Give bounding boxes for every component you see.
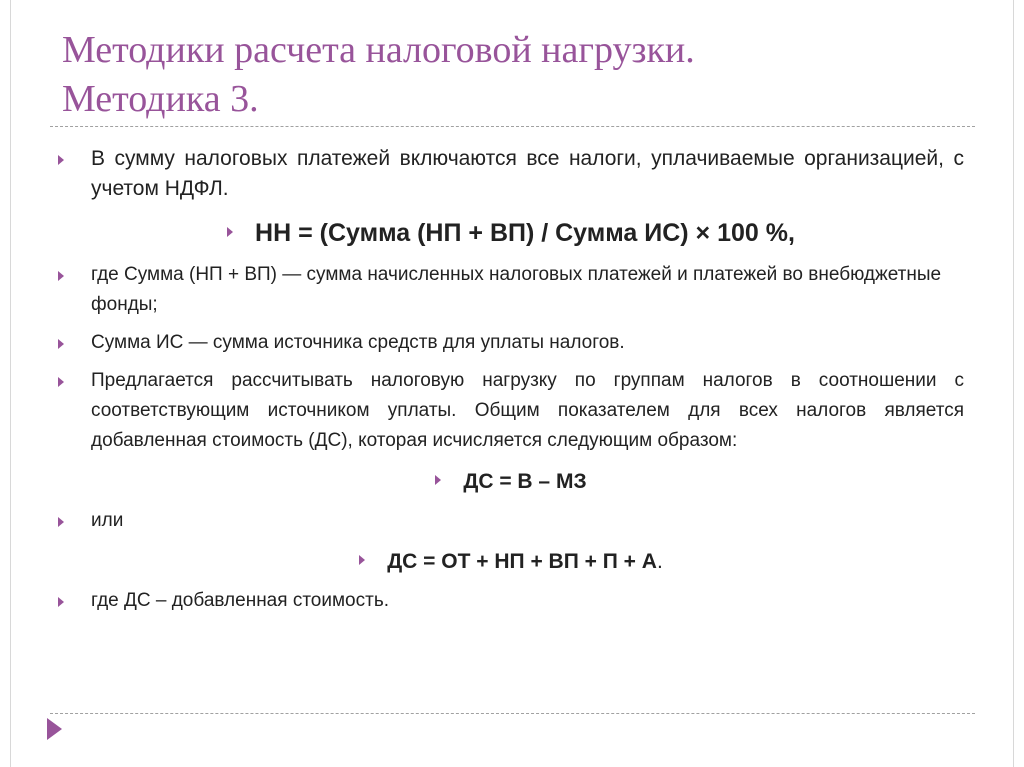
left-frame-line <box>10 0 11 767</box>
bullet-item-2 <box>58 260 964 320</box>
top-divider <box>50 126 975 127</box>
formula-nn-text: НН = (Сумма (НП + ВП) / Сумма ИС) × 100 %, <box>255 219 795 247</box>
bullet-text-1: В сумму налоговых платежей включаются все налоги, уплачиваемые организацией, с учетом НДФЛ. <box>91 147 964 200</box>
slide-title <box>62 26 962 124</box>
triangle-bullet-icon <box>58 155 64 165</box>
triangle-bullet-icon <box>58 339 64 349</box>
title-line-1: Методики расчета налоговой нагрузки. <box>62 29 695 71</box>
formula-ds-2-text: ДС = ОТ + НП + ВП + П + А <box>387 550 657 573</box>
bullet-text-6: где ДС – добавленная стоимость. <box>91 590 389 611</box>
triangle-bullet-icon <box>58 271 64 281</box>
title-line-2: Методика 3. <box>62 78 259 120</box>
bullet-item-4 <box>58 366 964 456</box>
bullet-item-1 <box>58 144 964 204</box>
bullet-item-5 <box>58 506 964 536</box>
formula-ds-2-tail: . <box>656 550 663 573</box>
formula-ds-1-text: ДС = В – МЗ <box>463 470 587 493</box>
triangle-bullet-icon <box>435 475 441 485</box>
right-frame-line <box>1013 0 1014 767</box>
bullet-text-2: где Сумма (НП + ВП) — сумма начисленных налоговых платежей и платежей во внебюджетные фонды; <box>91 264 942 315</box>
bullet-item-6 <box>58 586 964 616</box>
bullet-item-3 <box>58 328 964 358</box>
bullet-text-5: или <box>91 510 124 531</box>
formula-ds-1 <box>58 466 964 498</box>
triangle-bullet-icon <box>227 227 233 237</box>
triangle-bullet-icon <box>58 377 64 387</box>
triangle-bullet-icon <box>58 517 64 527</box>
bullet-text-4: Предлагается рассчитывать налоговую нагрузку по группам налогов в соотношении с соответствующим источником уплаты. Общим показателем для всех налогов является добавленная стоимость (ДС), которая исчисляется следующим образом: <box>91 370 964 451</box>
slide-content <box>58 144 964 616</box>
formula-ds-2 <box>58 546 964 578</box>
triangle-bullet-icon <box>58 597 64 607</box>
bullet-text-3: Сумма ИС — сумма источника средств для уплаты налогов. <box>91 332 625 353</box>
next-slide-arrow-icon[interactable] <box>47 718 62 740</box>
triangle-bullet-icon <box>359 555 365 565</box>
formula-nn <box>58 217 964 249</box>
bottom-divider <box>50 713 975 714</box>
